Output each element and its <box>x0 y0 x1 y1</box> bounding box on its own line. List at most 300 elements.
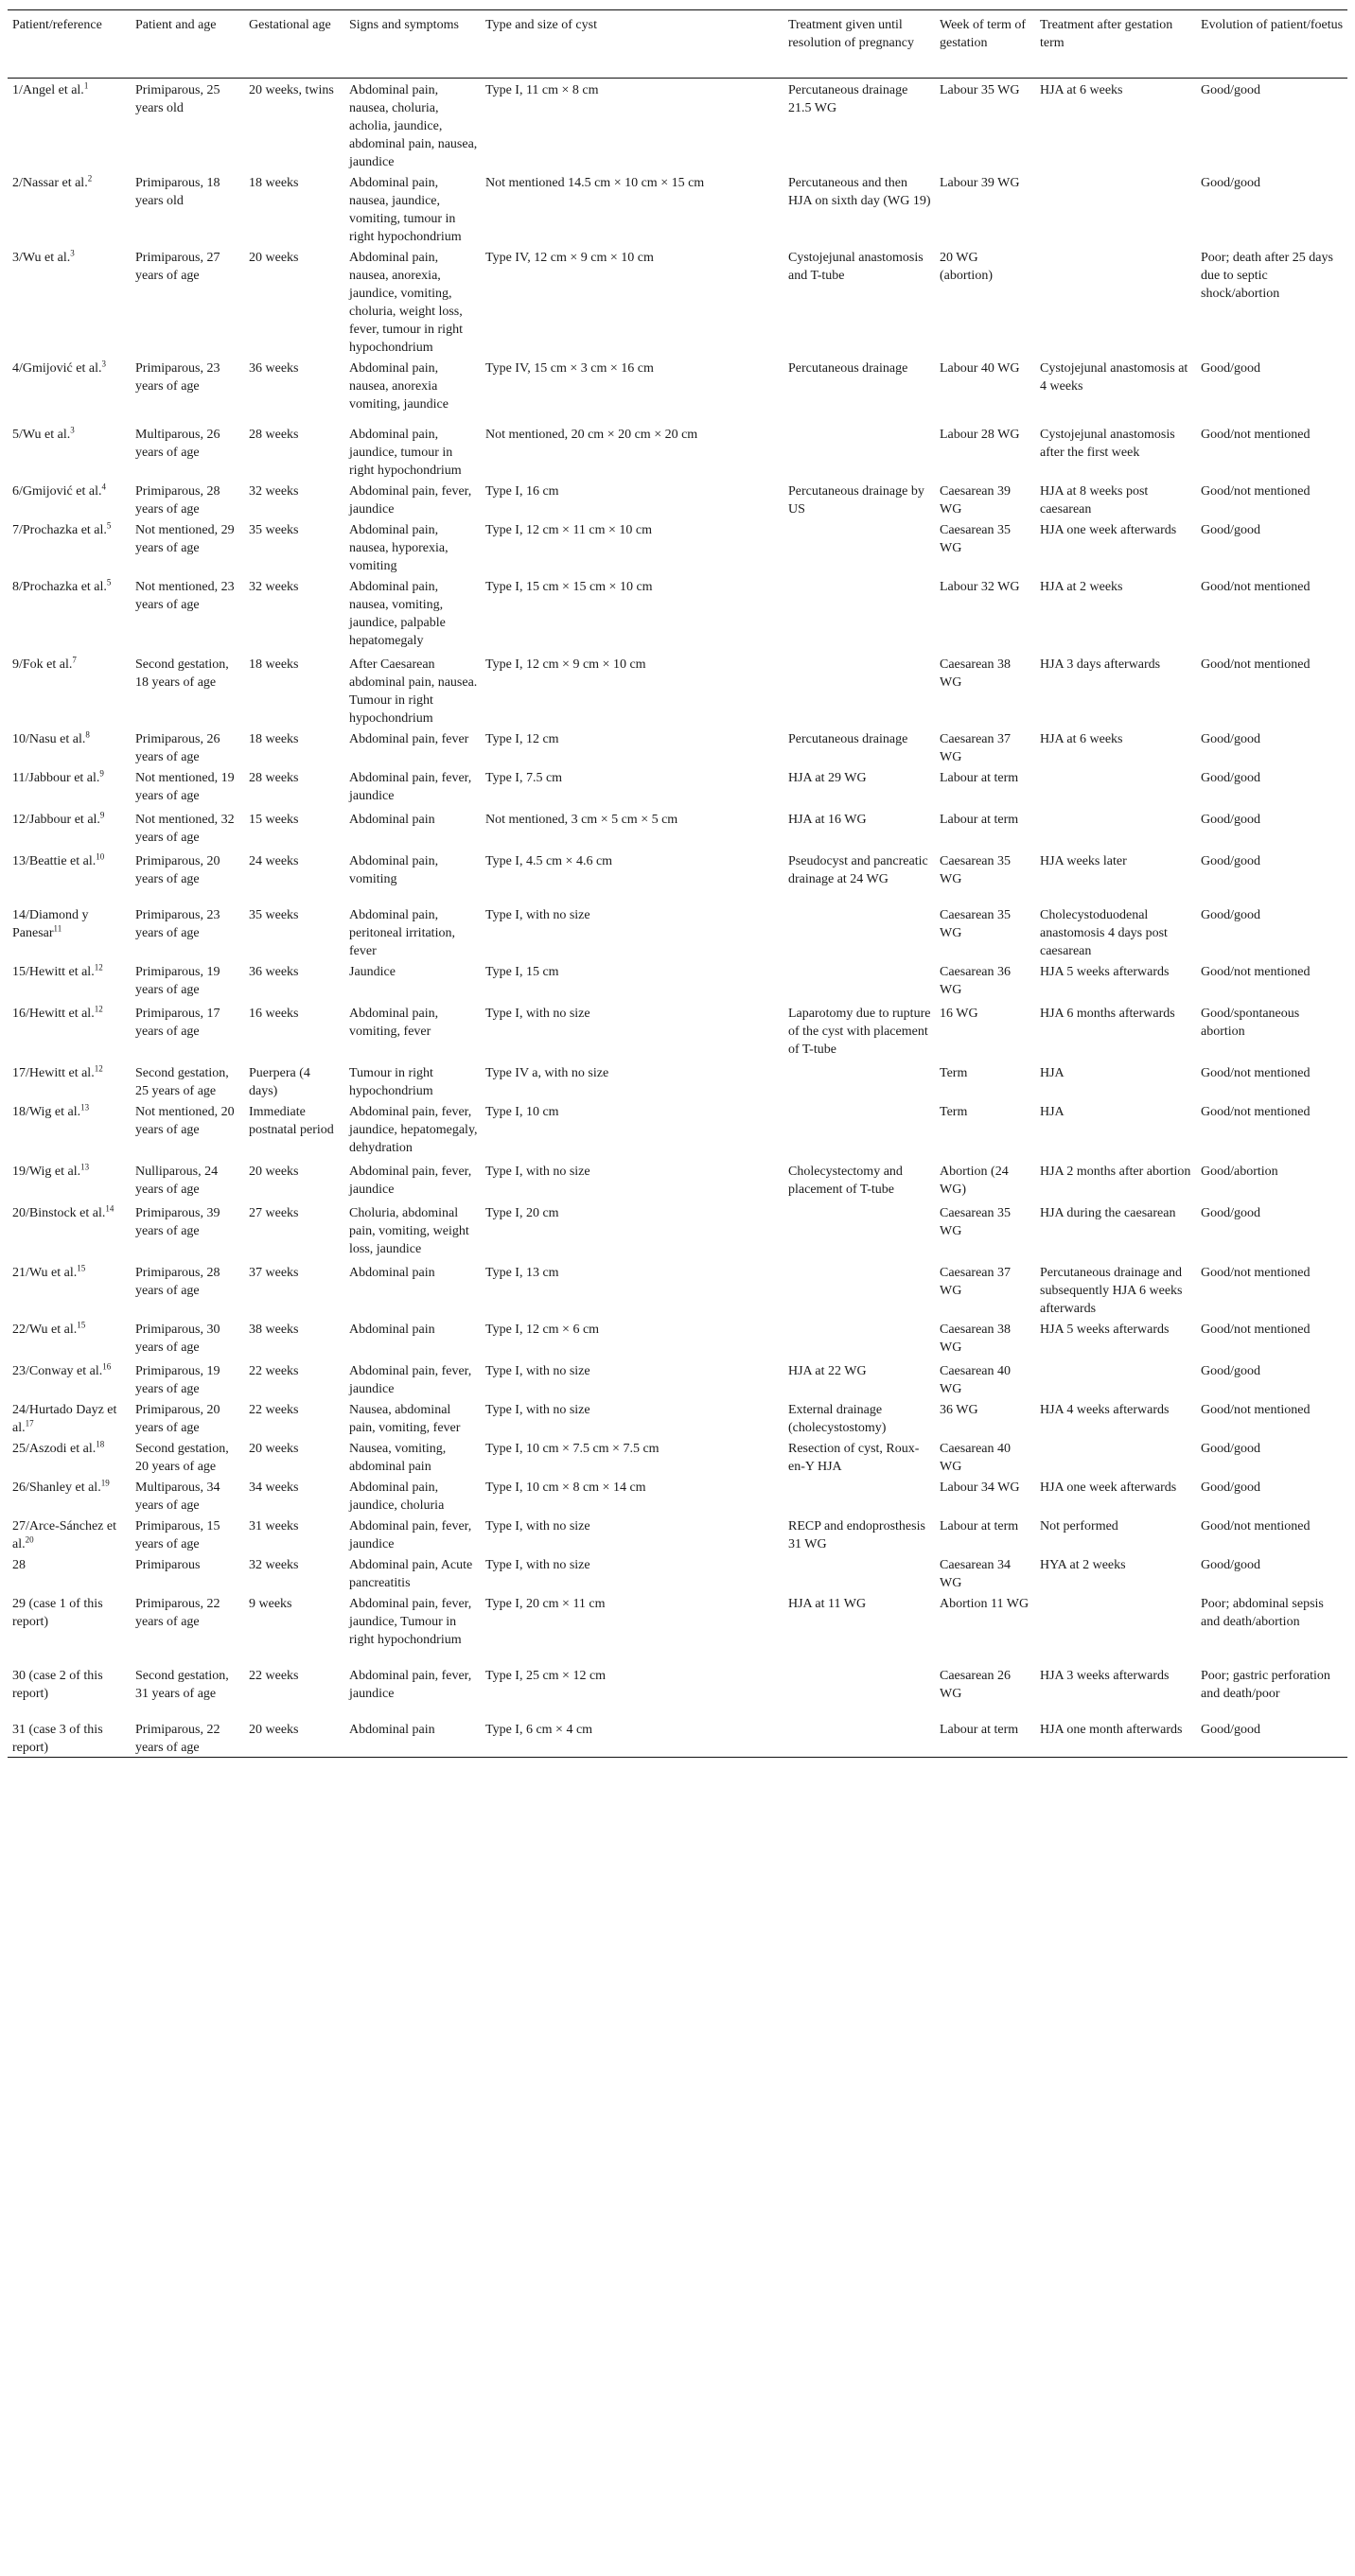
signs-symptoms-text: Abdominal pain, nausea, hyporexia, vomiting <box>349 523 449 573</box>
signs-symptoms-cell <box>344 1061 481 1100</box>
cyst-type-size-cell <box>481 1592 783 1664</box>
reference-text: 7/Prochazka et al. <box>12 523 107 537</box>
gestational-age-text: 27 weeks <box>249 1206 299 1220</box>
patient-age-text: Multiparous, 34 years of age <box>135 1481 220 1513</box>
reference-cell <box>8 1201 131 1261</box>
term-week-cell <box>935 1002 1035 1061</box>
table-body <box>8 79 1347 1758</box>
reference-number: 16 <box>102 1361 112 1372</box>
signs-symptoms-text: Jaundice <box>349 965 396 979</box>
cyst-type-size-text: Type IV, 12 cm × 9 cm × 10 cm <box>485 251 654 265</box>
header-cell: Evolution of patient/foetus <box>1196 10 1347 79</box>
term-week-cell <box>935 766 1035 808</box>
term-week-cell <box>935 653 1035 727</box>
treatment-after-term-cell <box>1035 1437 1196 1476</box>
gestational-age-text: 36 weeks <box>249 965 299 979</box>
term-week-cell <box>935 79 1035 172</box>
term-week-text: Labour at term <box>940 1723 1019 1737</box>
signs-symptoms-text: Abdominal pain, fever, jaundice <box>349 1165 472 1197</box>
patient-age-text: Primiparous, 20 years of age <box>135 1403 220 1435</box>
patient-age-cell <box>131 1160 244 1201</box>
table-row <box>8 518 1347 575</box>
patient-age-cell <box>131 727 244 766</box>
patient-age-cell <box>131 518 244 575</box>
cyst-type-size-cell <box>481 423 783 480</box>
treatment-after-term-text: HJA at 6 weeks <box>1040 732 1123 746</box>
patient-age-text: Nulliparous, 24 years of age <box>135 1165 219 1197</box>
gestational-age-text: 28 weeks <box>249 428 299 442</box>
treatment-after-term-text: HJA weeks later <box>1040 854 1127 868</box>
signs-symptoms-cell <box>344 1359 481 1398</box>
gestational-age-cell <box>244 1553 344 1592</box>
signs-symptoms-text: Abdominal pain, vomiting, fever <box>349 1007 439 1039</box>
gestational-age-cell <box>244 727 344 766</box>
gestational-age-cell <box>244 1201 344 1261</box>
signs-symptoms-cell <box>344 808 481 850</box>
cyst-type-size-cell <box>481 1160 783 1201</box>
evolution-cell <box>1196 1592 1347 1664</box>
reference-cell <box>8 1002 131 1061</box>
patient-age-cell <box>131 1398 244 1437</box>
reference-text: 1/Angel et al. <box>12 83 84 97</box>
header-cell: Patient/reference <box>8 10 131 79</box>
term-week-text: 20 WG (abortion) <box>940 251 993 283</box>
table-row <box>8 850 1347 903</box>
term-week-text: Caesarean 40 WG <box>940 1442 1012 1474</box>
reference-number: 18 <box>96 1439 105 1449</box>
signs-symptoms-text: Abdominal pain, Acute pancreatitis <box>349 1558 473 1590</box>
evolution-text: Good/not mentioned <box>1201 1266 1311 1280</box>
treatment-during-pregnancy-cell <box>783 1476 935 1515</box>
treatment-after-term-text: HJA one month afterwards <box>1040 1723 1183 1737</box>
patient-age-cell <box>131 1318 244 1359</box>
table-row <box>8 171 1347 246</box>
reference-cell <box>8 727 131 766</box>
treatment-during-pregnancy-text: Resection of cyst, Roux- en-Y HJA <box>788 1442 920 1474</box>
reference-number: 5 <box>106 577 112 587</box>
patient-age-text: Primiparous, 22 years of age <box>135 1597 220 1629</box>
evolution-cell <box>1196 850 1347 903</box>
patient-age-cell <box>131 575 244 653</box>
patient-age-cell <box>131 1100 244 1160</box>
signs-symptoms-text: Abdominal pain, nausea, anorexia vomiting, jaundice <box>349 361 449 412</box>
reference-text: 15/Hewitt et al. <box>12 965 95 979</box>
treatment-during-pregnancy-cell <box>783 1100 935 1160</box>
evolution-cell <box>1196 1515 1347 1553</box>
term-week-text: Caesarean 37 WG <box>940 732 1012 764</box>
term-week-text: Labour 35 WG <box>940 83 1020 97</box>
reference-text: 30 (case 2 of this report) <box>12 1669 103 1701</box>
evolution-text: Good/good <box>1201 908 1260 922</box>
term-week-cell <box>935 246 1035 357</box>
reference-number: 11 <box>53 923 62 934</box>
reference-number: 5 <box>106 520 112 531</box>
cyst-type-size-cell <box>481 1359 783 1398</box>
treatment-during-pregnancy-text: HJA at 22 WG <box>788 1364 867 1378</box>
evolution-text: Good/good <box>1201 523 1260 537</box>
patient-age-cell <box>131 1201 244 1261</box>
term-week-cell <box>935 357 1035 423</box>
reference-text: 14/Diamond y Panesar <box>12 908 89 940</box>
evolution-text: Good/not mentioned <box>1201 428 1311 442</box>
cyst-type-size-cell <box>481 171 783 246</box>
term-week-text: Term <box>940 1105 968 1119</box>
patient-age-text: Not mentioned, 23 years of age <box>135 580 235 612</box>
reference-text: 21/Wu et al. <box>12 1266 78 1280</box>
patient-age-text: Primiparous, 18 years old <box>135 176 220 208</box>
gestational-age-text: 20 weeks <box>249 1442 299 1456</box>
cyst-type-size-cell <box>481 766 783 808</box>
treatment-after-term-cell <box>1035 1002 1196 1061</box>
treatment-after-term-text: HJA 3 days afterwards <box>1040 657 1161 672</box>
patient-age-cell <box>131 246 244 357</box>
treatment-after-term-cell <box>1035 518 1196 575</box>
term-week-text: Caesarean 38 WG <box>940 657 1012 690</box>
term-week-cell <box>935 1318 1035 1359</box>
treatment-during-pregnancy-cell <box>783 1664 935 1718</box>
reference-number: 3 <box>101 359 106 369</box>
signs-symptoms-text: Abdominal pain, peritoneal irritation, fever <box>349 908 455 958</box>
treatment-during-pregnancy-text: Cystojejunal anastomosis and T-tube <box>788 251 924 283</box>
signs-symptoms-text: Abdominal pain, jaundice, choluria <box>349 1481 445 1513</box>
treatment-during-pregnancy-text: External drainage (cholecystostomy) <box>788 1403 887 1435</box>
cyst-type-size-cell <box>481 960 783 1002</box>
table-row <box>8 1160 1347 1201</box>
signs-symptoms-text: Abdominal pain <box>349 1323 435 1337</box>
term-week-cell <box>935 1664 1035 1718</box>
cyst-type-size-text: Type I, with no size <box>485 1519 590 1533</box>
table-row <box>8 1553 1347 1592</box>
reference-text: 29 (case 1 of this report) <box>12 1597 103 1629</box>
treatment-during-pregnancy-text: Percutaneous drainage <box>788 732 908 746</box>
treatment-after-term-cell <box>1035 1359 1196 1398</box>
cyst-type-size-cell <box>481 357 783 423</box>
treatment-during-pregnancy-text: HJA at 11 WG <box>788 1597 867 1611</box>
treatment-after-term-cell <box>1035 1476 1196 1515</box>
patient-age-text: Not mentioned, 29 years of age <box>135 523 235 555</box>
treatment-after-term-text: HJA <box>1040 1066 1065 1080</box>
cyst-type-size-text: Type I, 15 cm × 15 cm × 10 cm <box>485 580 653 594</box>
treatment-after-term-cell <box>1035 480 1196 518</box>
signs-symptoms-text: Abdominal pain, jaundice, tumour in right hypochondrium <box>349 428 462 478</box>
treatment-after-term-text: HJA 3 weeks afterwards <box>1040 1669 1170 1683</box>
gestational-age-text: 9 weeks <box>249 1597 292 1611</box>
term-week-text: Caesarean 35 WG <box>940 1206 1012 1238</box>
cyst-type-size-cell <box>481 850 783 903</box>
gestational-age-text: 22 weeks <box>249 1364 299 1378</box>
reference-number: 19 <box>100 1478 110 1488</box>
evolution-cell <box>1196 1553 1347 1592</box>
patient-age-cell <box>131 1359 244 1398</box>
signs-symptoms-cell <box>344 171 481 246</box>
signs-symptoms-cell <box>344 1437 481 1476</box>
patient-age-text: Second gestation, 18 years of age <box>135 657 229 690</box>
evolution-text: Good/spontaneous abortion <box>1201 1007 1300 1039</box>
signs-symptoms-text: Abdominal pain, fever, jaundice <box>349 1364 472 1396</box>
treatment-after-term-cell <box>1035 1318 1196 1359</box>
signs-symptoms-cell <box>344 1100 481 1160</box>
patient-age-text: Primiparous, 28 years of age <box>135 484 220 517</box>
term-week-text: Labour 32 WG <box>940 580 1020 594</box>
patient-age-text: Primiparous, 17 years of age <box>135 1007 220 1039</box>
reference-text: 27/Arce-Sánchez et al. <box>12 1519 116 1551</box>
treatment-after-term-text: HJA 4 weeks afterwards <box>1040 1403 1170 1417</box>
reference-text: 9/Fok et al. <box>12 657 73 672</box>
signs-symptoms-text: Abdominal pain, fever, jaundice <box>349 484 472 517</box>
gestational-age-cell <box>244 1398 344 1437</box>
term-week-cell <box>935 1160 1035 1201</box>
treatment-during-pregnancy-cell <box>783 79 935 172</box>
treatment-after-term-cell <box>1035 960 1196 1002</box>
reference-text: 26/Shanley et al. <box>12 1481 101 1495</box>
treatment-during-pregnancy-cell <box>783 480 935 518</box>
evolution-cell <box>1196 1718 1347 1758</box>
signs-symptoms-cell <box>344 1318 481 1359</box>
treatment-after-term-cell <box>1035 1261 1196 1318</box>
signs-symptoms-cell <box>344 1553 481 1592</box>
term-week-cell <box>935 575 1035 653</box>
treatment-after-term-cell <box>1035 171 1196 246</box>
treatment-after-term-cell <box>1035 1398 1196 1437</box>
patient-age-text: Multiparous, 26 years of age <box>135 428 220 460</box>
treatment-after-term-text: HJA one week afterwards <box>1040 523 1177 537</box>
evolution-text: Good/good <box>1201 1206 1260 1220</box>
gestational-age-text: 22 weeks <box>249 1403 299 1417</box>
reference-cell <box>8 1359 131 1398</box>
treatment-after-term-text: Not performed <box>1040 1519 1118 1533</box>
cyst-type-size-cell <box>481 1437 783 1476</box>
treatment-during-pregnancy-cell <box>783 1437 935 1476</box>
gestational-age-cell <box>244 808 344 850</box>
reference-number: 9 <box>99 768 104 779</box>
treatment-after-term-cell <box>1035 653 1196 727</box>
treatment-during-pregnancy-cell <box>783 1002 935 1061</box>
signs-symptoms-text: After Caesarean abdominal pain, nausea. Tumour in right hypochondrium <box>349 657 478 726</box>
cyst-type-size-text: Type IV a, with no size <box>485 1066 609 1080</box>
evolution-text: Good/good <box>1201 813 1260 827</box>
term-week-text: Caesarean 35 WG <box>940 854 1012 886</box>
gestational-age-text: 28 weeks <box>249 771 299 785</box>
patient-age-text: Primiparous, 23 years of age <box>135 361 220 394</box>
table-row <box>8 357 1347 423</box>
treatment-after-term-text: HJA at 2 weeks <box>1040 580 1123 594</box>
term-week-text: Labour at term <box>940 813 1019 827</box>
term-week-text: Caesarean 35 WG <box>940 523 1012 555</box>
term-week-cell <box>935 850 1035 903</box>
gestational-age-text: 15 weeks <box>249 813 299 827</box>
header-cell: Type and size of cyst <box>481 10 783 79</box>
patient-age-text: Primiparous, 22 years of age <box>135 1723 220 1755</box>
gestational-age-text: 20 weeks <box>249 1723 299 1737</box>
patient-age-cell <box>131 357 244 423</box>
evolution-text: Good/good <box>1201 1442 1260 1456</box>
signs-symptoms-cell <box>344 1592 481 1664</box>
term-week-cell <box>935 171 1035 246</box>
patient-age-text: Primiparous, 15 years of age <box>135 1519 220 1551</box>
evolution-text: Good/good <box>1201 732 1260 746</box>
signs-symptoms-cell <box>344 903 481 960</box>
reference-text: 19/Wig et al. <box>12 1165 81 1179</box>
gestational-age-text: Immediate postnatal period <box>249 1105 334 1137</box>
reference-text: 18/Wig et al. <box>12 1105 81 1119</box>
treatment-during-pregnancy-cell <box>783 850 935 903</box>
patient-age-cell <box>131 1553 244 1592</box>
treatment-during-pregnancy-cell <box>783 246 935 357</box>
cyst-type-size-cell <box>481 575 783 653</box>
evolution-cell <box>1196 1201 1347 1261</box>
evolution-text: Good/good <box>1201 1558 1260 1572</box>
reference-number: 13 <box>80 1162 90 1172</box>
patient-age-text: Not mentioned, 19 years of age <box>135 771 235 803</box>
signs-symptoms-cell <box>344 79 481 172</box>
reference-cell <box>8 1664 131 1718</box>
patient-age-cell <box>131 903 244 960</box>
case-table <box>8 9 1347 1758</box>
gestational-age-cell <box>244 246 344 357</box>
gestational-age-cell <box>244 1437 344 1476</box>
patient-age-cell <box>131 653 244 727</box>
cyst-type-size-text: Type I, 13 cm <box>485 1266 559 1280</box>
evolution-cell <box>1196 1359 1347 1398</box>
signs-symptoms-text: Abdominal pain, vomiting <box>349 854 439 886</box>
treatment-after-term-cell <box>1035 727 1196 766</box>
evolution-text: Good/not mentioned <box>1201 1066 1311 1080</box>
signs-symptoms-text: Abdominal pain, fever, jaundice <box>349 1669 472 1701</box>
treatment-during-pregnancy-text: Percutaneous drainage <box>788 361 908 376</box>
cyst-type-size-text: Type I, 12 cm × 9 cm × 10 cm <box>485 657 646 672</box>
gestational-age-cell <box>244 480 344 518</box>
signs-symptoms-cell <box>344 850 481 903</box>
reference-number: 12 <box>94 1004 103 1014</box>
reference-cell <box>8 79 131 172</box>
gestational-age-text: 34 weeks <box>249 1481 299 1495</box>
gestational-age-text: 35 weeks <box>249 523 299 537</box>
signs-symptoms-cell <box>344 960 481 1002</box>
treatment-during-pregnancy-text: HJA at 29 WG <box>788 771 867 785</box>
patient-age-cell <box>131 850 244 903</box>
reference-text: 11/Jabbour et al. <box>12 771 100 785</box>
treatment-during-pregnancy-cell <box>783 1515 935 1553</box>
table-row <box>8 423 1347 480</box>
reference-text: 20/Binstock et al. <box>12 1206 106 1220</box>
patient-age-cell <box>131 1515 244 1553</box>
patient-age-cell <box>131 1664 244 1718</box>
patient-age-cell <box>131 1061 244 1100</box>
evolution-text: Good/not mentioned <box>1201 484 1311 499</box>
patient-age-text: Primiparous, 20 years of age <box>135 854 220 886</box>
treatment-during-pregnancy-cell <box>783 653 935 727</box>
treatment-during-pregnancy-text: Percutaneous drainage 21.5 WG <box>788 83 908 115</box>
patient-age-text: Primiparous, 23 years of age <box>135 908 220 940</box>
evolution-text: Good/not mentioned <box>1201 657 1311 672</box>
evolution-cell <box>1196 1318 1347 1359</box>
patient-age-text: Second gestation, 31 years of age <box>135 1669 229 1701</box>
table-row <box>8 808 1347 850</box>
treatment-after-term-cell <box>1035 1061 1196 1100</box>
header-cell: Treatment given until resolution of pregnancy <box>783 10 935 79</box>
treatment-after-term-cell <box>1035 850 1196 903</box>
cyst-type-size-text: Not mentioned 14.5 cm × 10 cm × 15 cm <box>485 176 705 190</box>
treatment-after-term-text: HJA one week afterwards <box>1040 1481 1177 1495</box>
reference-cell <box>8 1592 131 1664</box>
cyst-type-size-text: Type I, 10 cm <box>485 1105 559 1119</box>
evolution-cell <box>1196 1476 1347 1515</box>
patient-age-cell <box>131 1592 244 1664</box>
gestational-age-text: 32 weeks <box>249 1558 299 1572</box>
reference-cell <box>8 766 131 808</box>
term-week-text: Caesarean 36 WG <box>940 965 1012 997</box>
patient-age-text: Primiparous, 25 years old <box>135 83 220 115</box>
signs-symptoms-cell <box>344 1160 481 1201</box>
cyst-type-size-text: Type IV, 15 cm × 3 cm × 16 cm <box>485 361 654 376</box>
reference-number: 3 <box>70 425 75 435</box>
treatment-during-pregnancy-cell <box>783 1318 935 1359</box>
reference-cell <box>8 1515 131 1553</box>
signs-symptoms-text: Nausea, abdominal pain, vomiting, fever <box>349 1403 461 1435</box>
cyst-type-size-cell <box>481 1002 783 1061</box>
signs-symptoms-cell <box>344 1718 481 1758</box>
treatment-after-term-cell <box>1035 1515 1196 1553</box>
signs-symptoms-text: Choluria, abdominal pain, vomiting, weight loss, jaundice <box>349 1206 469 1256</box>
table-row <box>8 1359 1347 1398</box>
term-week-cell <box>935 1553 1035 1592</box>
treatment-after-term-cell <box>1035 1718 1196 1758</box>
signs-symptoms-text: Abdominal pain, fever, jaundice, Tumour in right hypochondrium <box>349 1597 472 1647</box>
gestational-age-cell <box>244 79 344 172</box>
cyst-type-size-text: Not mentioned, 20 cm × 20 cm × 20 cm <box>485 428 698 442</box>
signs-symptoms-cell <box>344 575 481 653</box>
table-row <box>8 1437 1347 1476</box>
treatment-during-pregnancy-text: Laparotomy due to rupture of the cyst with placement of T-tube <box>788 1007 931 1057</box>
treatment-during-pregnancy-cell <box>783 1398 935 1437</box>
evolution-text: Good/not mentioned <box>1201 1323 1311 1337</box>
treatment-after-term-cell <box>1035 1553 1196 1592</box>
evolution-text: Good/good <box>1201 771 1260 785</box>
treatment-after-term-text: Cystojejunal anastomosis after the first week <box>1040 428 1175 460</box>
reference-cell <box>8 1718 131 1758</box>
gestational-age-cell <box>244 575 344 653</box>
gestational-age-text: 18 weeks <box>249 732 299 746</box>
table-row <box>8 480 1347 518</box>
treatment-during-pregnancy-text: Percutaneous drainage by US <box>788 484 924 517</box>
header-cell: Week of term of gestation <box>935 10 1035 79</box>
treatment-during-pregnancy-text: Pseudocyst and pancreatic drainage at 24 WG <box>788 854 928 886</box>
cyst-type-size-text: Type I, 7.5 cm <box>485 771 563 785</box>
treatment-during-pregnancy-cell <box>783 575 935 653</box>
signs-symptoms-text: Abdominal pain, nausea, anorexia, jaundice, vomiting, choluria, weight loss, fever, tumour in right hypochondrium <box>349 251 463 355</box>
evolution-cell <box>1196 246 1347 357</box>
gestational-age-cell <box>244 1664 344 1718</box>
treatment-after-term-cell <box>1035 903 1196 960</box>
term-week-cell <box>935 1061 1035 1100</box>
cyst-type-size-cell <box>481 653 783 727</box>
term-week-text: Labour at term <box>940 1519 1019 1533</box>
treatment-during-pregnancy-cell <box>783 1061 935 1100</box>
treatment-during-pregnancy-cell <box>783 727 935 766</box>
evolution-text: Good/abortion <box>1201 1165 1278 1179</box>
evolution-cell <box>1196 423 1347 480</box>
patient-age-text: Not mentioned, 20 years of age <box>135 1105 235 1137</box>
evolution-cell <box>1196 653 1347 727</box>
cyst-type-size-cell <box>481 1201 783 1261</box>
gestational-age-text: 38 weeks <box>249 1323 299 1337</box>
signs-symptoms-cell <box>344 1664 481 1718</box>
gestational-age-text: 32 weeks <box>249 484 299 499</box>
signs-symptoms-text: Abdominal pain <box>349 1723 435 1737</box>
cyst-type-size-text: Type I, 12 cm × 11 cm × 10 cm <box>485 523 653 537</box>
cyst-type-size-cell <box>481 518 783 575</box>
gestational-age-text: 35 weeks <box>249 908 299 922</box>
